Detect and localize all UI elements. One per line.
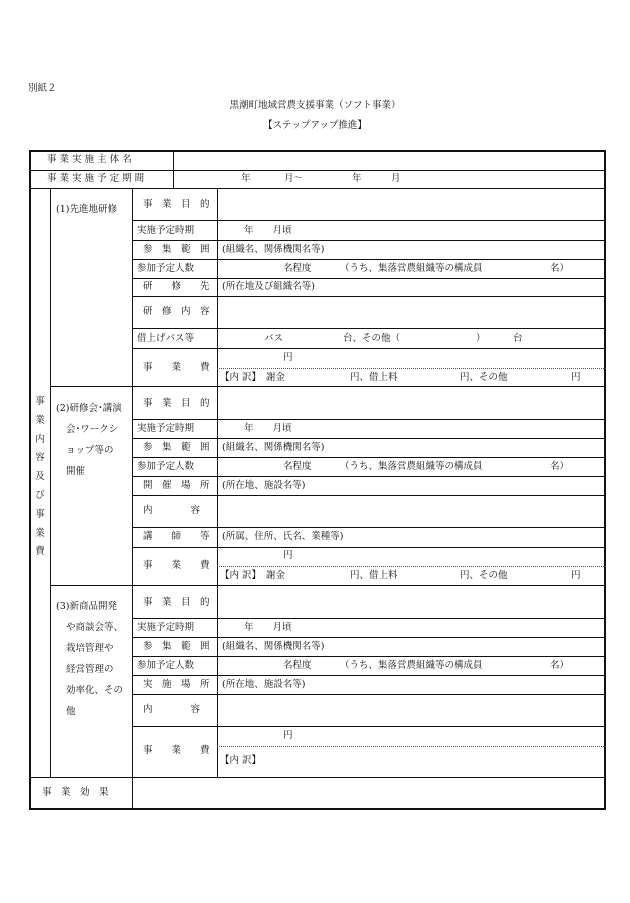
s3-venue-value: (所在地、施設名等) (222, 679, 306, 690)
s3-scope-label: 参 集 範 囲 (143, 641, 210, 652)
s2-people-unit: 名） (550, 461, 570, 472)
s2-cost-label: 事 業 費 (143, 560, 210, 571)
s2-scope-value: (組織名、関係機関名等) (222, 442, 325, 453)
page-subtitle: 【ステップアップ推進】 (263, 120, 367, 131)
s1-people-value: 名程度 (283, 263, 312, 274)
s2-people-value: 名程度 (283, 461, 312, 472)
s2-other-yen: 円 (571, 570, 581, 581)
s1-purpose-field[interactable] (218, 189, 604, 220)
s3-purpose-label: 事 業 目 的 (143, 597, 210, 608)
s3-content-label: 内 容 (143, 704, 201, 715)
s1-cost-yen: 円 (283, 352, 293, 363)
s2-rent-yen: 円、その他 (460, 570, 508, 581)
s2-people-label: 参加予定人数 (137, 461, 195, 472)
org-name-field[interactable] (174, 151, 604, 170)
s3-people-unit: 名） (550, 660, 570, 671)
page-title: 黒潮町地域営農支援事業（ソフト事業） (229, 100, 401, 111)
s1-people-note: （うち、集落営農組織等の構成員 (340, 263, 483, 274)
s2-schedule-value: 年 月頃 (244, 423, 292, 434)
s2-content-field[interactable] (218, 496, 604, 527)
s2-venue-label: 開 催 場 所 (143, 480, 210, 491)
s1-scope-label: 参 集 範 囲 (143, 244, 210, 255)
effect-field[interactable] (133, 778, 604, 808)
s1-destination-label: 研 修 先 (143, 281, 210, 292)
s3-breakdown-label: 【内 訳】 (220, 755, 262, 766)
s1-bus-unit2: 台 (513, 333, 523, 344)
s3-schedule-value: 年 月頃 (244, 622, 292, 633)
s1-cost-label: 事 業 費 (143, 362, 210, 373)
document-reference: 別紙２ (28, 83, 57, 94)
s3-schedule-label: 実施予定時期 (137, 622, 195, 633)
side-label-vertical: 事 業 内 容 及 び 事 業 費 (35, 396, 45, 558)
s2-lecturer-label: 講 師 等 (143, 531, 210, 542)
s1-bus-label: 借上げバス等 (137, 333, 195, 344)
s1-schedule-label: 実施予定時期 (137, 225, 195, 236)
s2-fee-label: 謝金 (266, 570, 286, 581)
s2-schedule-label: 実施予定時期 (137, 423, 195, 434)
section-1-title: (1)先進地研修 (56, 204, 117, 215)
s2-breakdown-label: 【内 訳】 (220, 570, 262, 581)
s2-fee-yen: 円、借上料 (350, 570, 398, 581)
s2-scope-label: 参 集 範 囲 (143, 442, 210, 453)
section-3-title: (3)新商品開発 や商談会等、 栽培管理や 経営管理の 効率化、その 他 (56, 601, 124, 717)
section-2-title: (2)研修会･講演 会･ワークシ ョップ等の 開催 (56, 403, 122, 477)
s1-schedule-value: 年 月頃 (244, 225, 292, 236)
period-year-end: 年 (352, 173, 362, 184)
s2-content-label: 内 容 (143, 505, 201, 516)
s1-scope-value: (組織名、関係機関名等) (222, 244, 325, 255)
s1-bus-text: バス (264, 333, 284, 344)
s1-rent-yen: 円、その他 (460, 372, 508, 383)
s3-people-value: 名程度 (283, 660, 312, 671)
s3-scope-value: (組織名、関係機関名等) (222, 641, 325, 652)
s1-fee-yen: 円、借上料 (350, 372, 398, 383)
s1-destination-value: (所在地及び組織名等) (222, 281, 315, 292)
s1-bus-unit: 台、その他（ (343, 333, 401, 344)
s3-cost-yen: 円 (283, 730, 293, 741)
s1-content-label: 研 修 内 容 (143, 306, 210, 317)
org-name-label: 事 業 実 施 主 体 名 (47, 154, 132, 165)
period-label: 事 業 実 施 予 定 期 間 (47, 173, 145, 184)
s1-content-field[interactable] (218, 297, 604, 328)
s1-other-yen: 円 (571, 372, 581, 383)
s1-purpose-label: 事 業 目 的 (143, 199, 210, 210)
s2-venue-value: (所在地、施設名等) (222, 480, 306, 491)
s1-breakdown-label: 【内 訳】 (220, 372, 262, 383)
s2-purpose-label: 事 業 目 的 (143, 398, 210, 409)
s1-people-label: 参加予定人数 (137, 263, 195, 274)
period-year-start: 年 (241, 173, 251, 184)
s1-bus-paren: ） (476, 333, 486, 344)
period-month-end: 月 (391, 173, 401, 184)
s3-content-field[interactable] (218, 695, 604, 726)
s3-people-label: 参加予定人数 (137, 660, 195, 671)
s3-cost-label: 事 業 費 (143, 745, 210, 756)
s1-people-unit: 名） (550, 263, 570, 274)
s2-lecturer-value: (所属、住所、氏名、業種等) (222, 531, 344, 542)
s3-people-note: （うち、集落営農組織等の構成員 (340, 660, 483, 671)
s3-venue-label: 実 施 場 所 (143, 679, 210, 690)
s3-purpose-field[interactable] (218, 586, 604, 618)
effect-label: 事 業 効 果 (42, 787, 109, 798)
s1-fee-label: 謝金 (266, 372, 286, 383)
s2-people-note: （うち、集落営農組織等の構成員 (340, 461, 483, 472)
s2-cost-yen: 円 (283, 550, 293, 561)
period-month-start: 月～ (284, 173, 304, 184)
s2-purpose-field[interactable] (218, 387, 604, 419)
